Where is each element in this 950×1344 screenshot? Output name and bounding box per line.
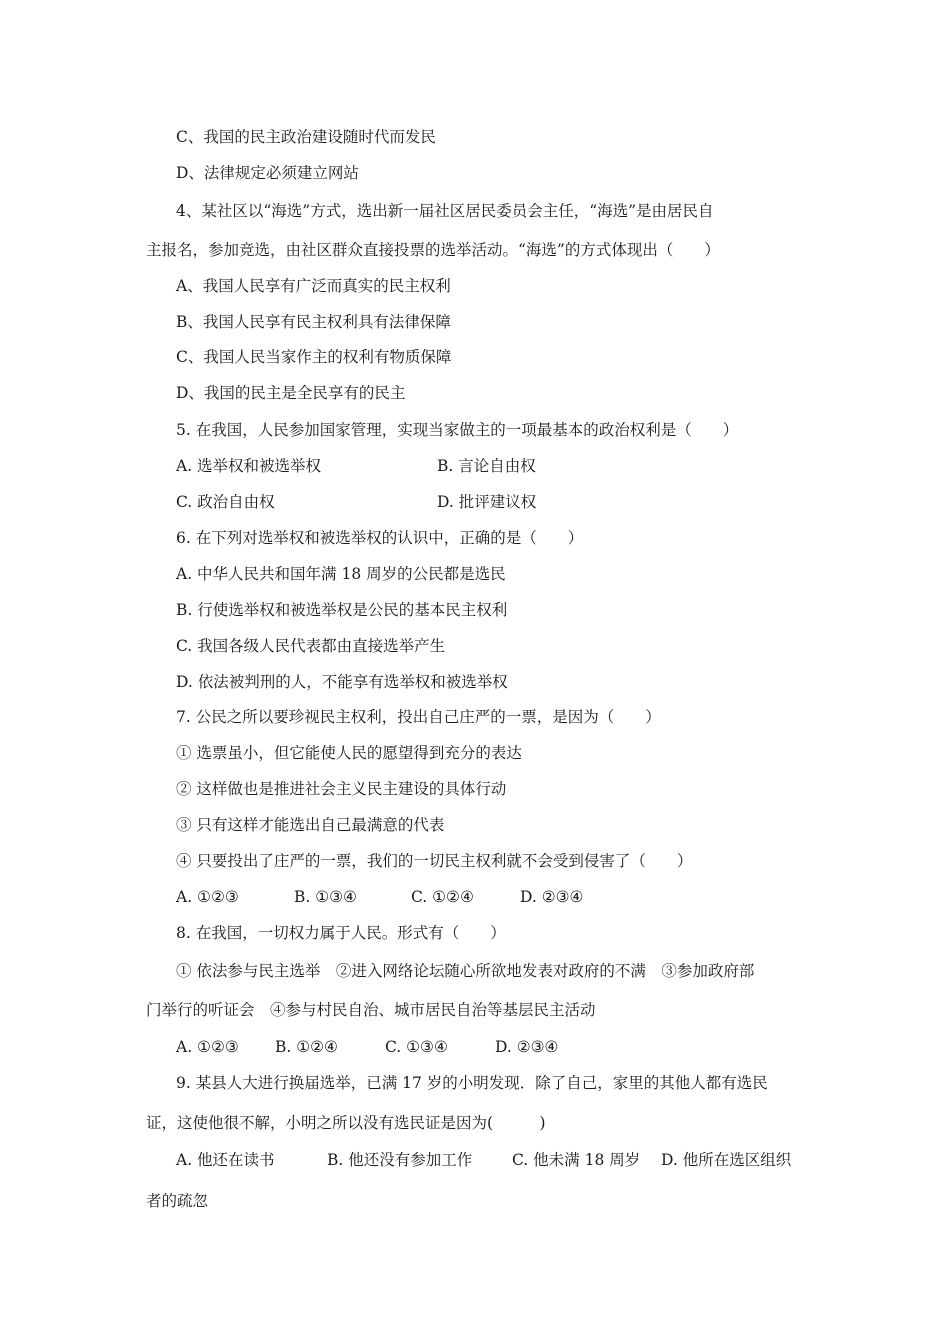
q3-option-d: D、法律规定必须建立网站 (176, 164, 359, 182)
q9-option-d-continued: 者的疏忽 (146, 1192, 209, 1210)
q7-option-d: D. ②③④ (520, 888, 584, 906)
q5-stem: 5. 在我国，人民参加国家管理，实现当家做主的一项最基本的政治权利是（ ） (176, 421, 739, 439)
q7-item-3: ③ 只有这样才能选出自己最满意的代表 (176, 816, 445, 834)
q7-stem: 7. 公民之所以要珍视民主权利，投出自己庄严的一票，是因为（ ） (176, 708, 661, 726)
q9-stem-line-1: 9. 某县人大进行换届选举，已满 17 岁的小明发现．除了自己，家里的其他人都有选民 (176, 1074, 768, 1092)
q5-option-c: C. 政治自由权 (176, 493, 275, 511)
q4-option-a: A、我国人民享有广泛而真实的民主权利 (176, 277, 451, 295)
q8-option-a: A. ①②③ (176, 1038, 239, 1056)
q8-items-line-2: 门举行的听证会 ④参与村民自治、城市居民自治等基层民主活动 (146, 1001, 596, 1019)
q9-stem-line-2: 证，这使他很不解，小明之所以没有选民证是因为( ) (146, 1114, 546, 1132)
q5-option-d: D. 批评建议权 (437, 493, 537, 511)
q9-option-d: D. 他所在选区组织 (661, 1151, 792, 1169)
q8-option-d: D. ②③④ (495, 1038, 559, 1056)
q8-items-line-1: ① 依法参与民主选举 ②进入网络论坛随心所欲地发表对政府的不满 ③参加政府部 (176, 962, 755, 980)
q9-option-a: A. 他还在读书 (176, 1151, 275, 1169)
q7-item-1: ① 选票虽小，但它能使人民的愿望得到充分的表达 (176, 744, 522, 762)
q8-option-c: C. ①③④ (385, 1038, 448, 1056)
q4-stem-line-2: 主报名，参加竞选，由社区群众直接投票的选举活动。“海选”的方式体现出（ ） (146, 241, 720, 259)
q4-option-d: D、我国的民主是全民享有的民主 (176, 384, 406, 402)
q6-option-a: A. 中华人民共和国年满 18 周岁的公民都是选民 (176, 565, 506, 583)
q7-item-2: ② 这样做也是推进社会主义民主建设的具体行动 (176, 780, 507, 798)
q4-option-b: B、我国人民享有民主权利具有法律保障 (176, 313, 451, 331)
q4-option-c: C、我国人民当家作主的权利有物质保障 (176, 348, 452, 366)
q6-stem: 6. 在下列对选举权和被选举权的认识中，正确的是（ ） (176, 529, 584, 547)
q3-option-c: C、我国的民主政治建设随时代而发民 (176, 128, 436, 146)
q9-option-c: C. 他未满 18 周岁 (512, 1151, 641, 1169)
q4-stem-line-1: 4、某社区以“海选”方式，选出新一届社区居民委员会主任，“海选”是由居民自 (176, 202, 714, 220)
q6-option-b: B. 行使选举权和被选举权是公民的基本民主权利 (176, 601, 508, 619)
q7-option-b: B. ①③④ (294, 888, 357, 906)
q7-option-c: C. ①②④ (411, 888, 474, 906)
q6-option-c: C. 我国各级人民代表都由直接选举产生 (176, 637, 446, 655)
q5-option-a: A. 选举权和被选举权 (176, 457, 322, 475)
q8-stem: 8. 在我国，一切权力属于人民。形式有（ ） (176, 924, 506, 942)
q9-option-b: B. 他还没有参加工作 (327, 1151, 473, 1169)
q5-option-b: B. 言论自由权 (437, 457, 536, 475)
q8-option-b: B. ①②④ (275, 1038, 338, 1056)
q7-item-4: ④ 只要投出了庄严的一票，我们的一切民主权利就不会受到侵害了（ ） (176, 852, 693, 870)
q7-option-a: A. ①②③ (176, 888, 239, 906)
q6-option-d: D. 依法被判刑的人，不能享有选举权和被选举权 (176, 673, 508, 691)
